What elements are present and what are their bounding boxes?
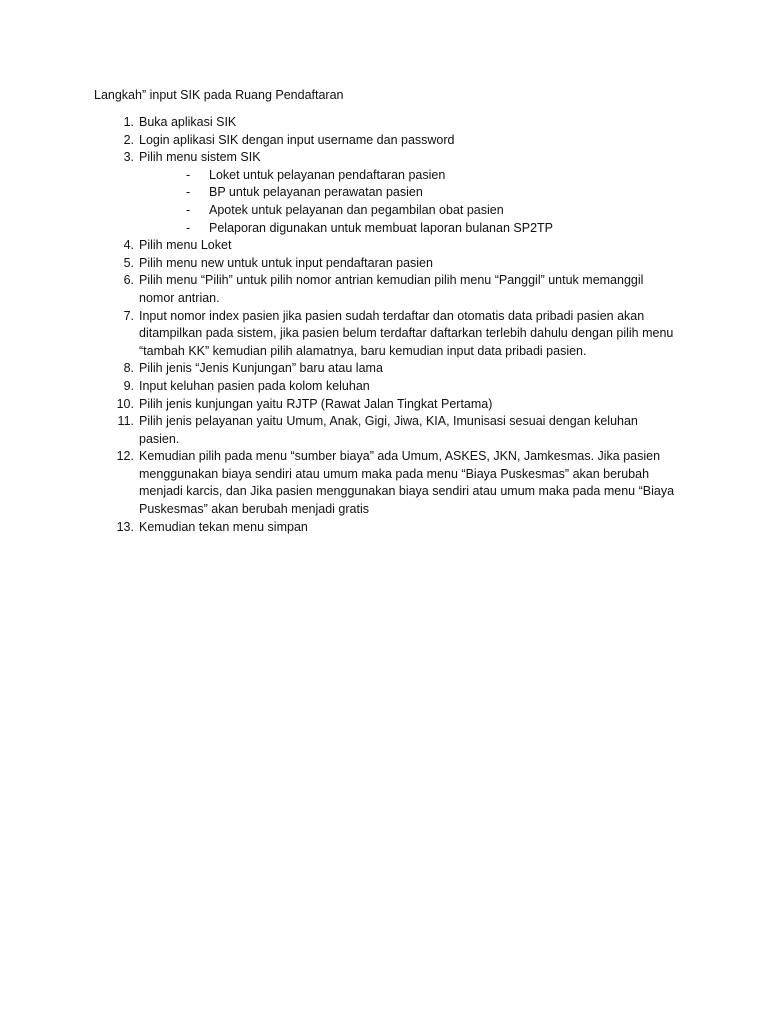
step-item (106, 132, 676, 150)
step-text: Pilih menu Loket (139, 238, 232, 253)
step-number: 13. (116, 519, 134, 534)
sublist-item (139, 167, 676, 185)
sublist (139, 167, 676, 237)
step-item (106, 413, 676, 448)
dash-bullet: - (186, 167, 191, 182)
step-text: Pilih menu sistem SIK (139, 150, 261, 165)
step-item (106, 255, 676, 273)
step-item (106, 448, 676, 518)
step-text: Input keluhan pasien pada kolom keluhan (139, 378, 370, 393)
step-item (106, 272, 676, 307)
dash-bullet: - (186, 185, 191, 200)
step-item (106, 149, 676, 237)
step-text: Buka aplikasi SIK (139, 115, 237, 129)
step-number: 3. (123, 150, 134, 165)
sublist-item (139, 220, 676, 238)
step-number: 10. (116, 396, 134, 411)
sublist-item (139, 184, 676, 202)
step-item (106, 308, 676, 361)
step-number: 7. (123, 308, 134, 323)
step-number: 9. (123, 378, 134, 393)
step-number: 4. (123, 238, 134, 253)
sublist-text: BP untuk pelayanan perawatan pasien (209, 185, 423, 200)
step-number: 6. (123, 273, 134, 288)
sublist-text: Loket untuk pelayanan pendaftaran pasien (209, 167, 446, 182)
sublist-text: Pelaporan digunakan untuk membuat laporan bulanan SP2TP (209, 220, 553, 235)
sublist-item (139, 202, 676, 220)
step-number: 12. (116, 449, 134, 464)
step-text: Pilih jenis pelayanan yaitu Umum, Anak, Gigi, Jiwa, KIA, Imunisasi sesuai dengan keluhan pasien. (139, 414, 638, 446)
step-item (106, 237, 676, 255)
step-item (106, 396, 676, 414)
step-item (106, 360, 676, 378)
step-number: 1. (123, 115, 134, 129)
step-text: Login aplikasi SIK dengan input username dan password (139, 132, 455, 147)
step-text: Input nomor index pasien jika pasien sudah terdaftar dan otomatis data pribadi pasien akan ditampilkan pada sistem, jika pasien belum terdaftar daftarkan terlebih dahulu dengan pilih menu “tambah KK” kemudian pilih alamatnya, baru kemudian input data pribadi pasien. (139, 308, 674, 358)
step-text: Kemudian pilih pada menu “sumber biaya” ada Umum, ASKES, JKN, Jamkesmas. Jika pasien menggunakan biaya sendiri atau umum maka pada menu “Biaya Puskesmas” akan berubah menjadi karcis, dan Jika pasien menggunakan biaya sendiri atau umum maka pada menu “Biaya Puskesmas” akan berubah menjadi gratis (139, 449, 675, 517)
step-text: Pilih menu new untuk untuk input pendaftaran pasien (139, 255, 433, 270)
sublist-text: Apotek untuk pelayanan dan pegambilan obat pasien (209, 202, 504, 217)
dash-bullet: - (186, 220, 191, 235)
dash-bullet: - (186, 202, 191, 217)
step-number: 8. (123, 361, 134, 376)
step-item (106, 378, 676, 396)
step-number: 5. (123, 255, 134, 270)
step-item (106, 114, 676, 132)
step-text: Pilih jenis kunjungan yaitu RJTP (Rawat Jalan Tingkat Pertama) (139, 396, 493, 411)
steps-list (106, 114, 676, 536)
step-text: Pilih jenis “Jenis Kunjungan” baru atau lama (139, 361, 383, 376)
document-title: Langkah” input SIK pada Ruang Pendaftaran (94, 88, 344, 102)
step-number: 2. (123, 132, 134, 147)
step-number: 11. (117, 414, 134, 429)
step-text: Pilih menu “Pilih” untuk pilih nomor antrian kemudian pilih menu “Panggil” untuk memanggil nomor antrian. (139, 273, 644, 305)
step-item (106, 519, 676, 537)
step-text: Kemudian tekan menu simpan (139, 519, 308, 534)
